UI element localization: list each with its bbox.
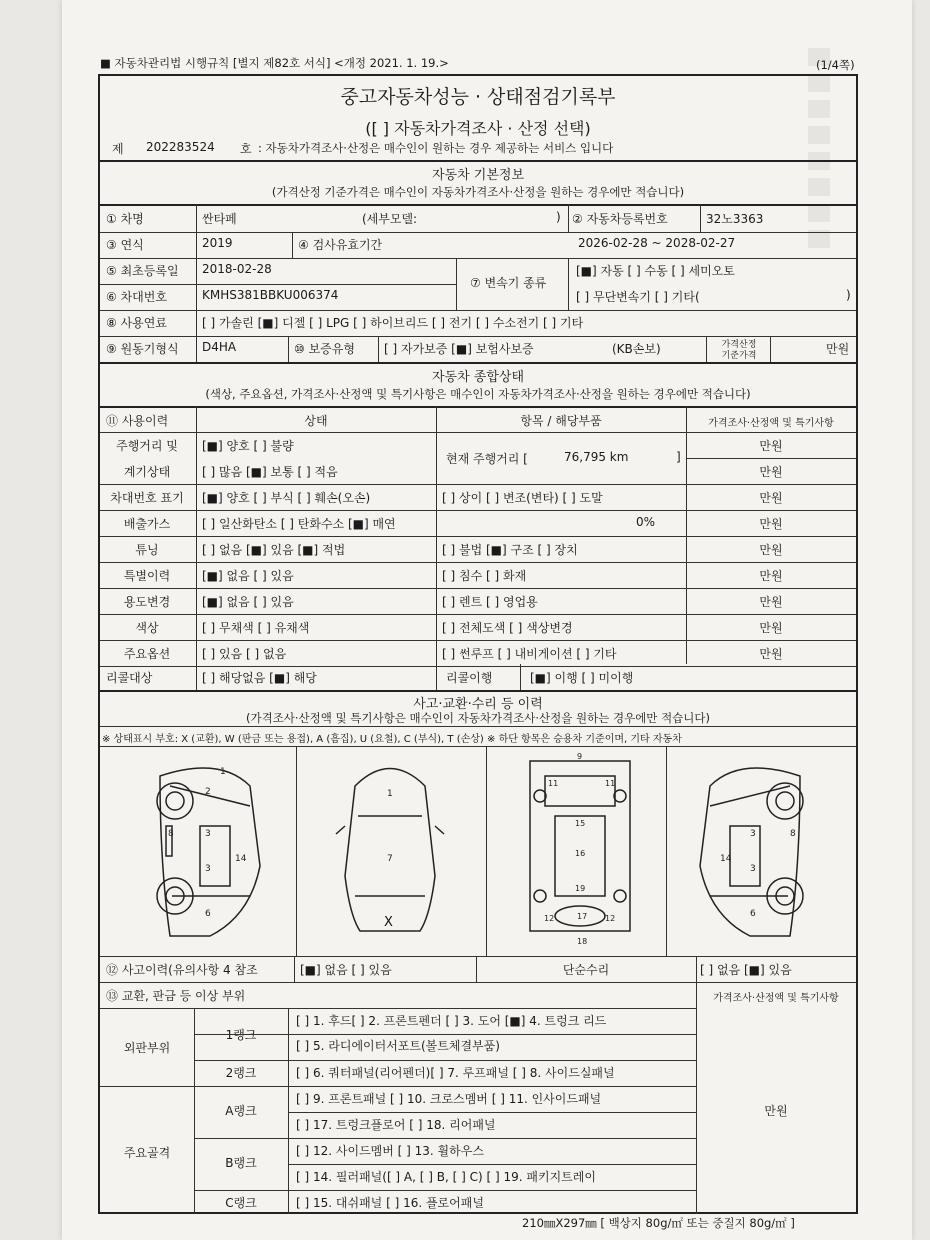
history-row-label: 특별이력 bbox=[123, 569, 171, 583]
frame-label: 주요골격 bbox=[123, 1146, 171, 1160]
exchange-price-label: 가격조사·산정액 및 특기사항 bbox=[713, 993, 839, 1004]
history-row-label: 튜닝 bbox=[135, 543, 159, 557]
history-row-item: 0% bbox=[636, 515, 656, 529]
rankC-items: [ ] 15. 대쉬패널 [ ] 16. 플로어패널 bbox=[296, 1196, 484, 1210]
simple-repair-label: 단순수리 bbox=[562, 963, 610, 977]
base-price-unit: 만원 bbox=[826, 342, 850, 356]
rankC-label: C랭크 bbox=[225, 1196, 257, 1210]
svg-text:6: 6 bbox=[750, 909, 756, 919]
number-suffix: 호 bbox=[240, 142, 252, 156]
history-row-price: 만원 bbox=[759, 439, 783, 453]
engine-value: D4HA bbox=[202, 340, 237, 354]
mileage-value: 76,795 km bbox=[564, 450, 629, 464]
history-row-label: 주행거리 및 bbox=[116, 439, 178, 453]
mileage-close: ] bbox=[676, 450, 681, 464]
form-subtitle: ([ ] 자동차가격조사 · 산정 선택) bbox=[365, 119, 591, 138]
rank1-label: 1랭크 bbox=[225, 1028, 257, 1042]
history-row-status: [ ] 일산화탄소 [ ] 탄화수소 [■] 매연 bbox=[202, 517, 396, 531]
status-col-header: 상태 bbox=[304, 414, 328, 428]
accident-history-value: [■] 없음 [ ] 있음 bbox=[300, 963, 392, 977]
svg-text:11: 11 bbox=[605, 779, 616, 788]
history-row-price: 만원 bbox=[759, 465, 783, 479]
status-legend: ※ 상태표시 부호: X (교환), W (판금 또는 용접), A (흠집), U (요철), C (부식), T (손상) ※ 하단 항목은 승용차 기준이며, 기타 자동차 bbox=[102, 734, 682, 745]
svg-text:9: 9 bbox=[577, 752, 583, 761]
history-row-status: [ ] 무채색 [ ] 유채색 bbox=[202, 621, 310, 635]
history-row-status: [ ] 많음 [■] 보통 [ ] 적음 bbox=[202, 465, 338, 479]
history-row-item: [ ] 침수 [ ] 화재 bbox=[442, 569, 527, 583]
service-note: : 자동차가격조사·산정은 매수인이 원하는 경우 제공하는 서비스 입니다 bbox=[258, 141, 614, 155]
rank2-items: [ ] 6. 쿼터패널(리어펜더)[ ] 7. 루프패널 [ ] 8. 사이드실패널 bbox=[296, 1066, 615, 1080]
rankB-items-1: [ ] 12. 사이드멤버 [ ] 13. 휠하우스 bbox=[296, 1144, 484, 1158]
history-row-status: [■] 없음 [ ] 있음 bbox=[202, 569, 294, 583]
svg-text:12: 12 bbox=[544, 914, 555, 923]
history-row-label: 용도변경 bbox=[123, 595, 171, 609]
history-row-status: [ ] 없음 [■] 있음 [■] 적법 bbox=[202, 543, 346, 557]
rankA-items-2: [ ] 17. 트렁크플로어 [ ] 18. 리어패널 bbox=[296, 1118, 496, 1132]
svg-text:3: 3 bbox=[205, 829, 211, 839]
vin-value: KMHS381BBKU006374 bbox=[202, 288, 339, 302]
rank2-label: 2랭크 bbox=[225, 1066, 257, 1080]
simple-repair-value: [ ] 없음 [■] 있음 bbox=[700, 963, 792, 977]
svg-text:1: 1 bbox=[220, 767, 226, 777]
overall-note: (색상, 주요옵션, 가격조사·산정액 및 특기사항은 매수인이 자동차가격조사·산정을 원하는 경우에만 적습니다) bbox=[205, 387, 751, 401]
base-price-label-2: 기준가격 bbox=[721, 351, 757, 361]
car-name-value: 싼타페 bbox=[202, 212, 237, 226]
car-diagrams bbox=[100, 746, 856, 956]
svg-text:2: 2 bbox=[205, 787, 211, 797]
item-col-header: 항목 / 해당부품 bbox=[520, 414, 602, 428]
model-year-label: ③ 연식 bbox=[106, 238, 144, 252]
svg-text:15: 15 bbox=[575, 819, 586, 828]
exchange-label: ⑬ 교환, 판금 등 이상 부위 bbox=[106, 989, 246, 1003]
basic-info-note: (가격산정 기준가격은 매수인이 자동차가격조사·산정을 원하는 경우에만 적습니다) bbox=[271, 185, 685, 199]
history-row-price: 만원 bbox=[759, 647, 783, 661]
inspection-validity-value: 2026-02-28 ~ 2028-02-27 bbox=[578, 236, 736, 250]
regulation-header: ■ 자동차관리법 시행규칙 [별지 제82호 서식] <개정 2021. 1. 19.> bbox=[100, 56, 449, 70]
history-row-item: [ ] 전체도색 [ ] 색상변경 bbox=[442, 621, 573, 635]
inspection-validity-label: ④ 검사유효기간 bbox=[298, 238, 383, 252]
rankA-label: A랭크 bbox=[225, 1104, 257, 1118]
svg-text:12: 12 bbox=[605, 914, 616, 923]
base-price-label-1: 가격산정 bbox=[721, 340, 757, 350]
warranty-company: (KB손보) bbox=[612, 342, 661, 356]
history-row-price: 만원 bbox=[759, 491, 783, 505]
svg-text:19: 19 bbox=[575, 884, 586, 893]
form-title: 중고자동차성능 · 상태점검기록부 bbox=[340, 86, 616, 108]
history-row-label: 주요옵션 bbox=[123, 647, 171, 661]
svg-text:17: 17 bbox=[577, 912, 588, 921]
recall-status: [ ] 해당없음 [■] 해당 bbox=[202, 671, 317, 685]
svg-text:3: 3 bbox=[205, 864, 211, 874]
transmission-label: ⑦ 변속기 종류 bbox=[470, 276, 547, 290]
model-year-value: 2019 bbox=[202, 236, 233, 250]
accident-title: 사고·교환·수리 등 이력 bbox=[413, 697, 543, 712]
fuel-options: [ ] 가솔린 [■] 디젤 [ ] LPG [ ] 하이브리드 [ ] 전기 [ ] 수소전기 [ ] 기타 bbox=[202, 316, 584, 330]
fuel-label: ⑧ 사용연료 bbox=[106, 316, 167, 330]
reg-number-value: 32노3363 bbox=[706, 212, 764, 226]
recall-item-value: [■] 이행 [ ] 미이행 bbox=[530, 671, 634, 685]
inspection-form bbox=[98, 74, 858, 1214]
history-row-item: [ ] 렌트 [ ] 영업용 bbox=[442, 595, 538, 609]
rank1-items-2: [ ] 5. 라디에이터서포트(볼트체결부품) bbox=[296, 1039, 500, 1053]
svg-text:8: 8 bbox=[790, 829, 796, 839]
history-row-price: 만원 bbox=[759, 517, 783, 531]
svg-text:14: 14 bbox=[235, 854, 247, 864]
transmission-close: ) bbox=[846, 288, 851, 302]
exchange-price-unit: 만원 bbox=[764, 1104, 788, 1118]
number-label: 제 bbox=[112, 142, 124, 156]
rankA-items-1: [ ] 9. 프론트패널 [ ] 10. 크로스멤버 [ ] 11. 인사이드패널 bbox=[296, 1092, 602, 1106]
page-number: (1/4쪽) bbox=[816, 58, 855, 72]
svg-text:8: 8 bbox=[168, 829, 174, 839]
paper-spec-footer: 210㎜X297㎜ [ 백상지 80g/㎡ 또는 중질지 80g/㎡ ] bbox=[522, 1216, 795, 1230]
history-col-header: ⑪ 사용이력 bbox=[106, 414, 169, 428]
warranty-options: [ ] 자가보증 [■] 보험사보증 bbox=[384, 342, 534, 356]
history-row-label: 계기상태 bbox=[123, 465, 171, 479]
svg-text:3: 3 bbox=[750, 864, 756, 874]
history-row-label: 색상 bbox=[135, 621, 159, 635]
mileage-label: 현재 주행거리 [ bbox=[446, 452, 528, 466]
history-row-status: [ ] 있음 [ ] 없음 bbox=[202, 647, 287, 661]
transmission-options-1: [■] 자동 [ ] 수동 [ ] 세미오토 bbox=[576, 264, 735, 278]
history-row-status: [■] 양호 [ ] 불량 bbox=[202, 439, 294, 453]
svg-text:18: 18 bbox=[577, 937, 588, 946]
recall-item-label: 리콜이행 bbox=[446, 671, 493, 685]
accident-history-label: ⑫ 사고이력(유의사항 4 참조 bbox=[106, 963, 258, 977]
detail-model-label: (세부모델: bbox=[362, 212, 418, 226]
price-col-header: 가격조사·산정액 및 특기사항 bbox=[708, 418, 834, 429]
history-row-price: 만원 bbox=[759, 595, 783, 609]
engine-label: ⑨ 원동기형식 bbox=[106, 342, 179, 356]
history-row-item: [ ] 불법 [■] 구조 [ ] 장치 bbox=[442, 543, 578, 557]
svg-text:14: 14 bbox=[720, 854, 732, 864]
history-row-status: [■] 없음 [ ] 있음 bbox=[202, 595, 294, 609]
warranty-label: ⑩ 보증유형 bbox=[294, 342, 355, 356]
svg-text:6: 6 bbox=[205, 909, 211, 919]
rankB-label: B랭크 bbox=[225, 1156, 257, 1170]
first-reg-value: 2018-02-28 bbox=[202, 262, 272, 276]
history-row-price: 만원 bbox=[759, 621, 783, 635]
reg-number-label: ② 자동차등록번호 bbox=[572, 212, 668, 226]
rankB-items-2: [ ] 14. 필러패널([ ] A, [ ] B, [ ] C) [ ] 19. 패키지트레이 bbox=[296, 1170, 596, 1184]
history-row-status: [■] 양호 [ ] 부식 [ ] 훼손(오손) bbox=[202, 491, 371, 505]
first-reg-label: ⑤ 최초등록일 bbox=[106, 264, 179, 278]
recall-label: 리콜대상 bbox=[106, 671, 153, 685]
rank1-items-1: [ ] 1. 후드[ ] 2. 프론트펜더 [ ] 3. 도어 [■] 4. 트렁크 리드 bbox=[296, 1014, 607, 1028]
detail-model-close: ) bbox=[556, 210, 561, 224]
history-row-price: 만원 bbox=[759, 569, 783, 583]
transmission-options-2: [ ] 무단변속기 [ ] 기타( bbox=[576, 290, 700, 304]
basic-info-title: 자동차 기본정보 bbox=[431, 168, 525, 183]
history-row-price: 만원 bbox=[759, 543, 783, 557]
svg-text:3: 3 bbox=[750, 829, 756, 839]
accident-note: (가격조사·산정액 및 특기사항은 매수인이 자동차가격조사·산정을 원하는 경우에만 적습니다) bbox=[245, 711, 710, 725]
car-name-label: ① 차명 bbox=[106, 212, 144, 226]
overall-title: 자동차 종합상태 bbox=[431, 370, 525, 385]
record-number: 202283524 bbox=[146, 140, 215, 154]
svg-text:11: 11 bbox=[548, 779, 559, 788]
history-row-item: [ ] 썬루프 [ ] 내비게이션 [ ] 기타 bbox=[442, 647, 617, 661]
history-row-label: 배출가스 bbox=[123, 517, 171, 531]
exterior-label: 외판부위 bbox=[123, 1041, 171, 1055]
svg-text:16: 16 bbox=[575, 849, 586, 858]
history-row-item: [ ] 상이 [ ] 변조(변타) [ ] 도말 bbox=[442, 491, 603, 505]
history-row-label: 차대번호 표기 bbox=[110, 491, 184, 505]
exchange-mark-x: X bbox=[384, 915, 393, 930]
svg-text:7: 7 bbox=[387, 854, 393, 864]
vin-label: ⑥ 차대번호 bbox=[106, 290, 167, 304]
svg-text:1: 1 bbox=[387, 789, 393, 799]
